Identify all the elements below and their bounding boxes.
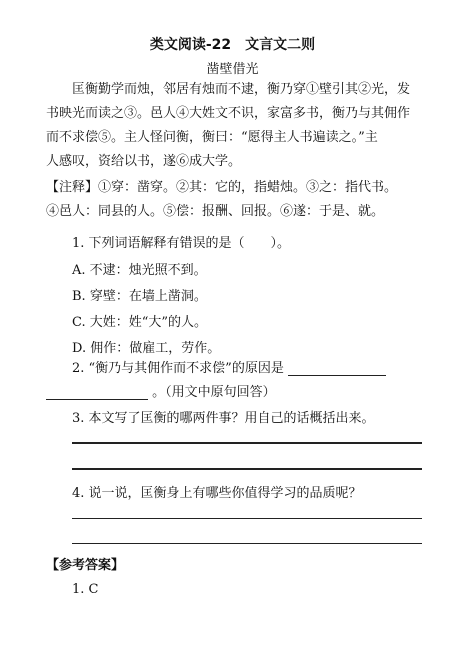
question-2 (72, 357, 386, 376)
annotation-line: ④邑人：同县的人。⑤偿：报酬、回报。⑥遂：于是、就。 (46, 204, 385, 219)
passage-line: 匡衡勤学而烛，邻居有烛而不逮，衡乃穿①壁引其②光，发 (72, 82, 411, 97)
option-b: B. 穿壁：在墙上凿洞。 (72, 289, 207, 304)
passage-line: 而不求偿⑤。主人怪问衡，衡曰：“愿得主人书遍读之。”主 (46, 130, 378, 145)
passage-text (46, 78, 426, 174)
answer-line[interactable] (72, 468, 422, 470)
question-4: 4. 说一说，匡衡身上有哪些你值得学习的品质呢？ (72, 486, 362, 501)
option-c: C. 大姓：姓“大”的人。 (72, 315, 208, 330)
annotation-block (46, 176, 431, 224)
question-2-continued (46, 381, 276, 400)
passage-line: 人感叹，资给以书，遂⑥成大学。 (46, 154, 242, 169)
answer-1: 1. C (72, 582, 99, 597)
option-a: A. 不逮：烛光照不到。 (72, 263, 207, 278)
question-2-text: 2. “衡乃与其佣作而不求偿”的原因是 (72, 361, 284, 376)
answer-key-heading: 【参考答案】 (46, 558, 125, 573)
passage-line: 书映光而读之③。邑人④大姓文不识，家富多书，衡乃与其佣作 (46, 106, 411, 121)
worksheet-title: 类文阅读-22 文言文二则 (149, 37, 316, 53)
question-1: 1. 下列词语解释有错误的是（ ）。 (72, 236, 291, 251)
answer-line[interactable] (72, 442, 422, 444)
answer-line[interactable] (72, 518, 422, 519)
annotation-line: 【注释】①穿：凿穿。②其：它的，指蜡烛。③之：指代书。 (46, 180, 398, 195)
option-d: D. 佣作：做雇工，劳作。 (72, 341, 221, 356)
answer-blank[interactable] (288, 361, 386, 376)
answer-line[interactable] (72, 543, 422, 544)
question-2-suffix: 。（用文中原句回答） (152, 385, 276, 400)
passage-title: 凿壁借光 (206, 62, 259, 77)
answer-blank[interactable] (46, 385, 148, 400)
question-3: 3. 本文写了匡衡的哪两件事？用自己的话概括出来。 (72, 411, 375, 426)
